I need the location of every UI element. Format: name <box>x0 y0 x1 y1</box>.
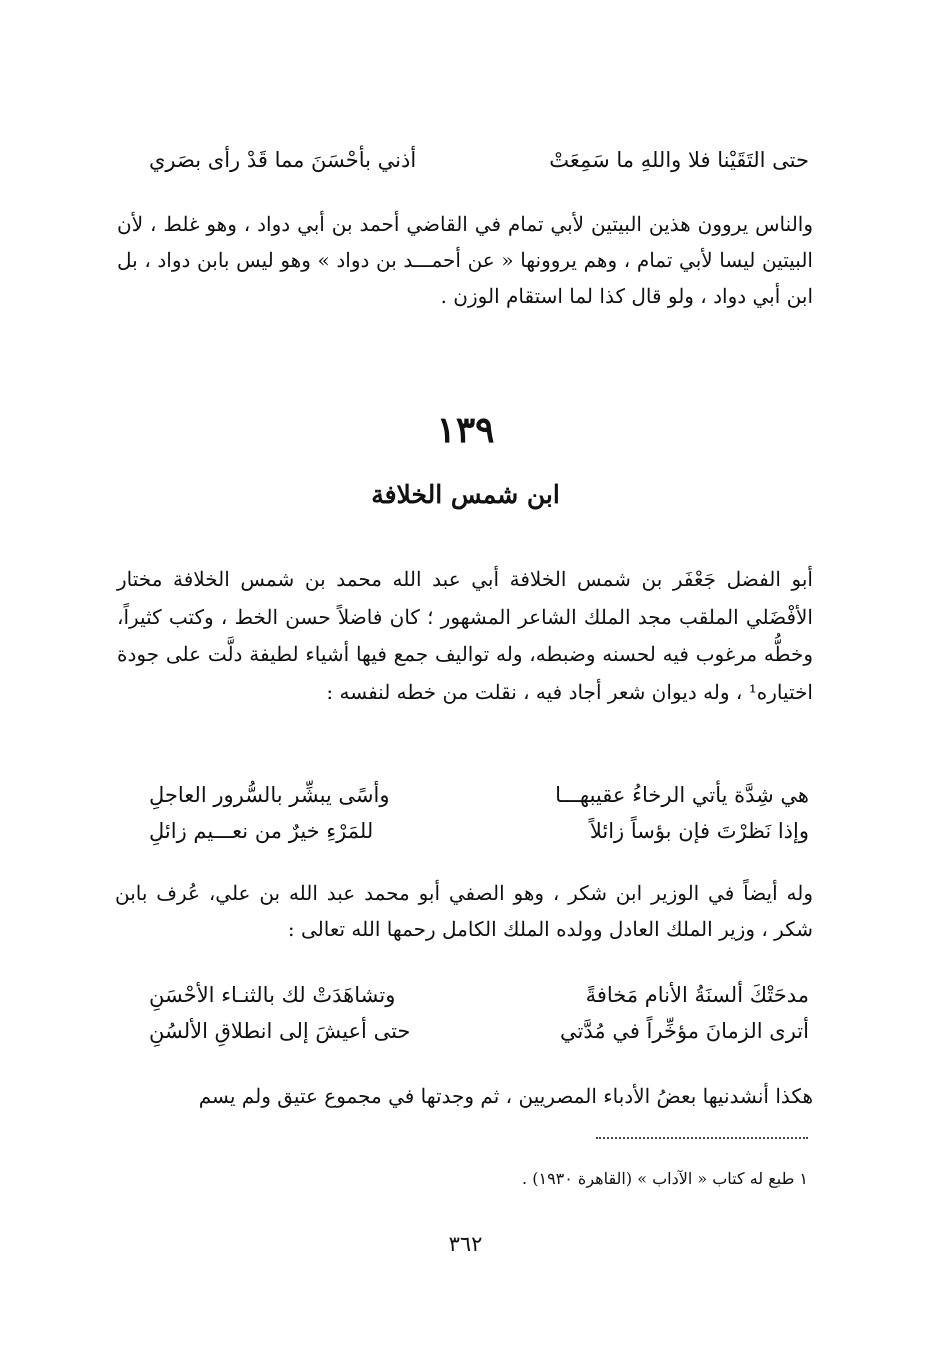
verse-first-hemistich: مدحَتْكَ ألسنَةُ الأنام مَخافةً <box>585 983 809 1007</box>
verse-first-hemistich: وإذا نَظرْتَ فإن بؤساً زائلاً <box>589 819 809 843</box>
verse-line <box>149 143 809 177</box>
verse-line <box>149 978 809 1012</box>
paragraph: وله أيضاً في الوزير ابن شكر ، وهو الصفي أبو محمد عبد الله بن علي، عُرف بابن شكر ، وزير الملك العادل وولده الملك الكامل رحمها الله تعالى : <box>115 881 813 941</box>
verse-line <box>149 814 809 848</box>
footnote: ١ طبع له كتاب « الآداب » (القاهرة ١٩٣٠) . <box>522 1169 808 1188</box>
paragraph: أبو الفضل جَعْفَر بن شمس الخلافة أبي عبد الله محمد بن شمس الخلافة مختار الأفْضَلي الملقب مجد الملك الشاعر المشهور ؛ كان فاضلاً حسن الخط ، وكتب كثيراً، وخطُّه مرغوب فيه لحسنه وضبطه، وله تواليف جمع فيها أشياء لطيفة دلَّت على جودة اختياره¹ ، وله ديوان شعر أجاد فيه ، نقلت من خطه لنفسه : <box>117 567 813 704</box>
verse-second-hemistich: وأسًى يبشِّر بالسُّرور العاجلِ <box>149 783 390 807</box>
paragraph: والناس يروون هذين البيتين لأبي تمام في القاضي أحمد بن أبي دواد ، وهو غلط ، لأن البيتين ليسا لأبي تمام ، وهم يروونها « عن أحمـــد بن دواد » وهو ليس بابن دواد ، بل ابن أبي دواد ، ولو قال كذا لما استقام الوزن . <box>117 212 813 308</box>
verse-line <box>149 1014 809 1048</box>
verse-second-hemistich: حتى أعيشَ إلى انطلاقِ الألسُنِ <box>149 1019 411 1043</box>
verse-line <box>149 778 809 812</box>
verse-first-hemistich: هي شِدَّة يأتي الرخاءُ عقيبهـــا <box>555 783 809 807</box>
entry-number: ١٣٩ <box>436 409 495 451</box>
verse-first-hemistich: أترى الزمانَ مؤخِّراً في مُدَّتي <box>560 1019 809 1043</box>
page-number: ٣٦٢ <box>448 1232 483 1256</box>
verse-first-hemistich: حتى التَقَيْنا فلا واللهِ ما سَمِعَتْ <box>549 148 809 172</box>
paragraph: هكذا أنشدنيها بعضُ الأدباء المصريين ، ثم وجدتها في مجموع عتيق ولم يسم <box>198 1084 813 1108</box>
footnote-divider <box>596 1137 808 1139</box>
verse-second-hemistich: للمَرْءِ خيرٌ من نعـــيم زائلِ <box>149 819 374 843</box>
entry-title: ابن شمس الخلافة <box>371 480 560 509</box>
verse-second-hemistich: أذني بأحْسَنَ مما قَدْ رأى بصَري <box>149 148 417 172</box>
verse-second-hemistich: وتشاهَدَتْ لك بالثنـاء الأحْسَنِ <box>149 983 396 1007</box>
